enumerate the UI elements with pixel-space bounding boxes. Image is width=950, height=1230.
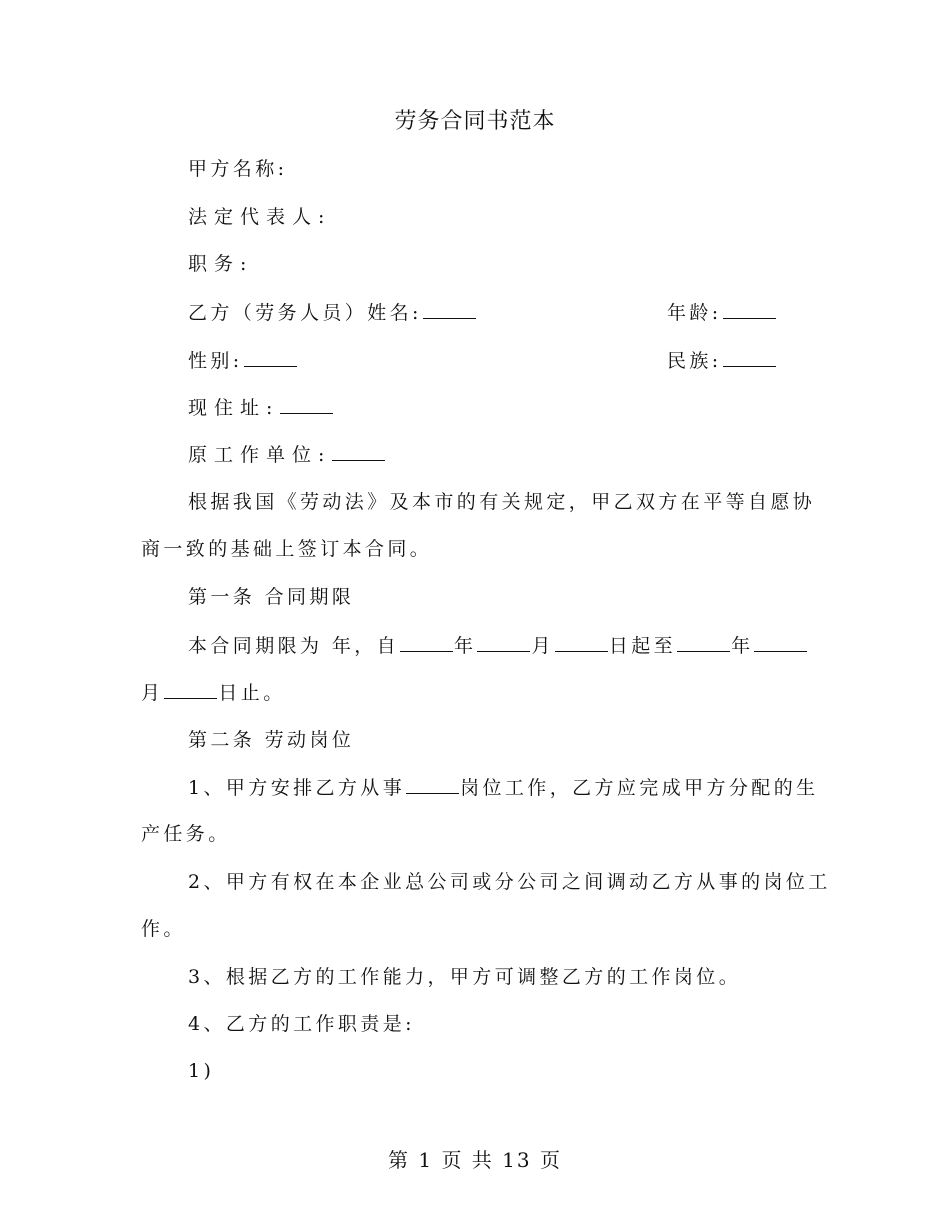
ethnicity-blank — [723, 348, 776, 367]
article1-term-line1 — [188, 633, 808, 658]
gender-field — [188, 348, 298, 373]
intro-paragraph-line2: 商一致的基础上签订本合同。 — [141, 538, 433, 560]
page-number-footer: 第 1 页 共 13 页 — [388, 1148, 562, 1172]
age-label: 年龄: — [667, 302, 722, 324]
legal-representative-field: 法定代表人: — [188, 206, 332, 228]
former-employer-field — [188, 442, 386, 467]
article2-item4: 4、乙方的工作职责是: — [188, 1013, 415, 1035]
item1-text-part1: 1、甲方安排乙方从事 — [188, 777, 406, 799]
age-field — [667, 300, 777, 325]
ethnicity-label: 民族: — [667, 350, 722, 372]
article2-item2-line2: 作。 — [141, 918, 186, 940]
article1-text-intro: 本合同期限为 年，自 — [188, 635, 400, 657]
intro-paragraph-line1: 根据我国《劳动法》及本市的有关规定，甲乙双方在平等自愿协 — [188, 491, 816, 513]
end-year-blank — [677, 633, 730, 652]
item1-text-part2: 岗位工作，乙方应完成甲方分配的生 — [460, 777, 819, 799]
article1-term-line2 — [141, 680, 286, 705]
article2-item4-sub1: 1) — [188, 1060, 215, 1082]
address-field — [188, 395, 334, 420]
start-day-label: 日起至 — [608, 635, 677, 657]
article1-end-text: 日止。 — [218, 682, 286, 704]
article2-item3: 3、根据乙方的工作能力，甲方可调整乙方的工作岗位。 — [188, 966, 742, 988]
start-day-blank — [555, 633, 608, 652]
position-field: 职务: — [188, 253, 254, 275]
end-month-blank — [754, 633, 807, 652]
article1-heading: 第一条 合同期限 — [188, 586, 355, 608]
job-post-blank — [406, 775, 459, 794]
end-day-blank — [164, 680, 217, 699]
article2-item2-line1: 2、甲方有权在本企业总公司或分公司之间调动乙方从事的岗位工 — [188, 871, 831, 893]
party-b-name-field — [188, 300, 477, 325]
end-year-label: 年 — [731, 635, 754, 657]
start-year-blank — [400, 633, 453, 652]
article2-item1-line1 — [188, 775, 819, 800]
party-b-name-label: 乙方（劳务人员）姓名: — [188, 302, 422, 324]
party-b-name-blank — [423, 300, 476, 319]
document-title: 劳务合同书范本 — [394, 109, 556, 134]
party-a-name-field: 甲方名称: — [188, 158, 288, 180]
article2-item1-line2: 产任务。 — [141, 823, 231, 845]
gender-blank — [244, 348, 297, 367]
start-month-label: 月 — [531, 635, 554, 657]
article2-heading: 第二条 劳动岗位 — [188, 729, 355, 751]
end-month-label: 月 — [141, 682, 164, 704]
age-blank — [723, 300, 776, 319]
address-label: 现住址: — [188, 397, 280, 419]
start-month-blank — [477, 633, 530, 652]
start-year-label: 年 — [454, 635, 477, 657]
former-employer-blank — [332, 442, 385, 461]
former-employer-label: 原工作单位: — [188, 444, 332, 466]
ethnicity-field — [667, 348, 777, 373]
gender-label: 性别: — [188, 350, 243, 372]
address-blank — [280, 395, 333, 414]
